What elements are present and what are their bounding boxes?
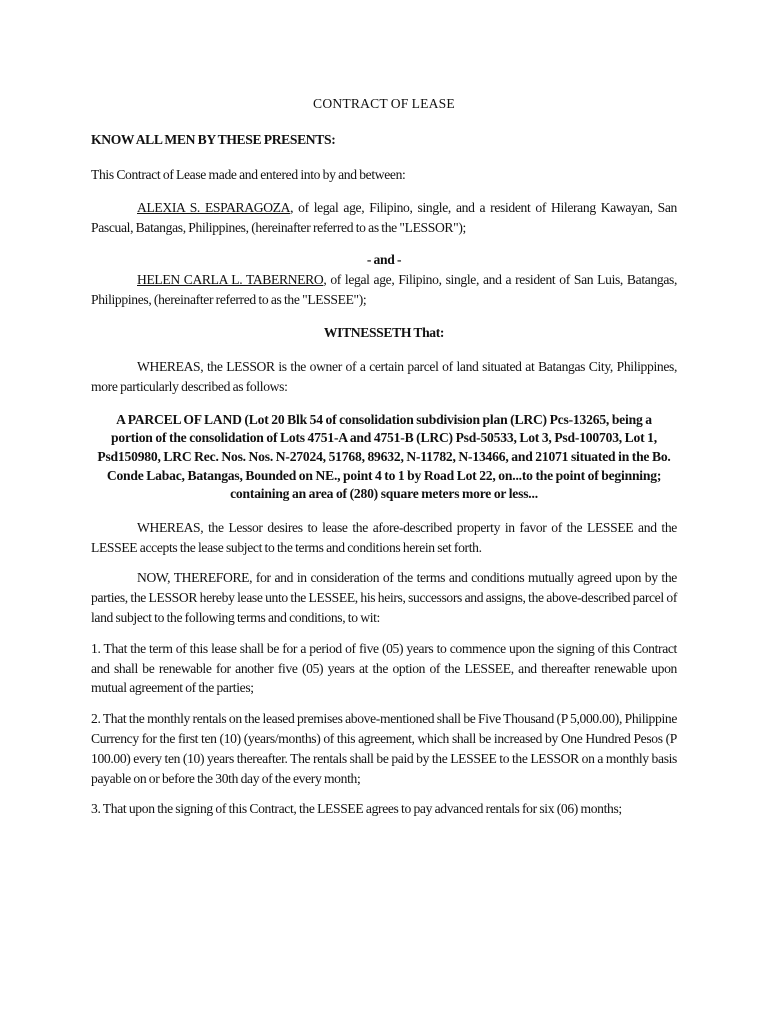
lessee-name: HELEN CARLA L. TABERNERO [137, 271, 324, 287]
witnesseth-heading: WITNESSETH That: [323, 325, 445, 341]
and-separator: - and - [366, 251, 402, 267]
lessor-name: ALEXIA S. ESPARAGOZA [137, 200, 291, 216]
lessor-details: , of legal age, Filipino, single, and a resident of Hilerang Kawayan, San Pascual, Batangas, Philippines, (hereinafter referred to as the "LESSOR"); [91, 200, 677, 236]
now-therefore-paragraph: NOW, THEREFORE, for and in consideration of the terms and conditions mutually agreed upon by the parties, the LESSOR hereby lease unto the LESSEE, his heirs, successors and assigns, the above-described parcel of land subject to the following terms and conditions, to wit: [91, 570, 677, 625]
lessee-details: , of legal age, Filipino, single, and a resident of San Luis, Batangas, Philippines, (hereinafter referred to as the "LESSEE"); [91, 271, 678, 307]
whereas-paragraph-1: WHEREAS, the LESSOR is the owner of a certain parcel of land situated at Batangas City, Philippines, more particularly described as follows: [91, 359, 677, 394]
lessee-paragraph [91, 270, 677, 310]
whereas-paragraph-2: WHEREAS, the Lessor desires to lease the afore-described property in favor of the LESSEE and the LESSEE accepts the lease subject to the terms and conditions herein set forth. [91, 519, 677, 555]
lessor-paragraph [91, 198, 677, 238]
intro-paragraph: This Contract of Lease made and entered into by and between: [91, 166, 406, 182]
term-item-1: 1. That the term of this lease shall be for a period of five (05) years to commence upon the signing of this Contract and shall be renewable for another five (05) years at the option of the LESSEE, and thereafter renewable upon mutual agreement of the parties; [91, 640, 677, 696]
term-item-3: 3. That upon the signing of this Contract, the LESSEE agrees to pay advanced rentals for six (06) months; [91, 801, 622, 817]
term-item-2: 2. That the monthly rentals on the leased premises above-mentioned shall be Five Thousand (P 5,000.00), Philippine Currency for the first ten (10) (years/months) of this agreement, which shall be increased by One Hundred Pesos (P 100.00) every ten (10) years thereafter. The rentals shall be paid by the LESSEE to the LESSOR on a monthly basis payable on or before the 30th day of the every month; [91, 711, 677, 786]
document-heading: KNOW ALL MEN BY THESE PRESENTS: [91, 131, 336, 147]
parcel-description: A PARCEL OF LAND (Lot 20 Blk 54 of consolidation subdivision plan (LRC) Pcs-13265, being a portion of the consolidation of Lots 4751-A and 4751-B (LRC) Psd-50533, Lot 3, Psd-100703, Lot 1, Psd150980, LRC Rec. Nos. Nos. N-27024, 51768, 89632, N-11782, N-13466, and 21071 situated in the Bo. Conde Labac, Batangas, Bounded on NE., point 4 to 1 by Road Lot 22, on...to the point of beginning; containing an area of (280) square meters more or less... [97, 411, 671, 502]
document-title: CONTRACT OF LEASE [313, 96, 455, 111]
